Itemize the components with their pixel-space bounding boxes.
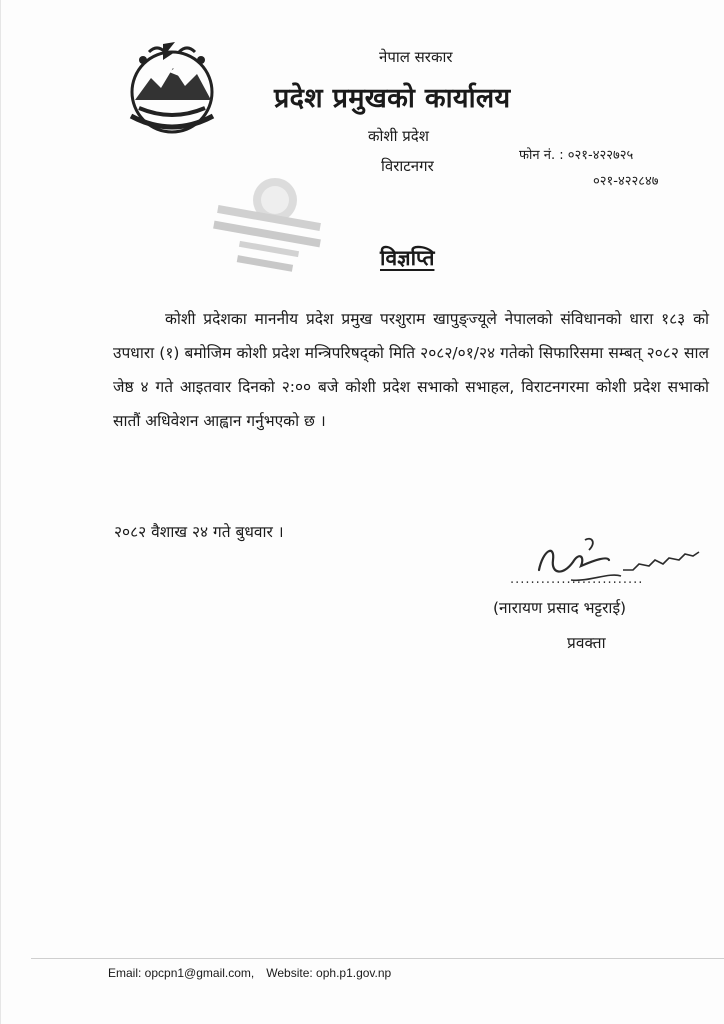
footer-email: Email: opcpn1@gmail.com,: [108, 966, 255, 980]
footer-website: Website: oph.p1.gov.np: [266, 966, 392, 980]
phone-number-secondary: ०२१-४२२८४७: [593, 174, 659, 189]
footer-divider: [31, 958, 724, 959]
signatory-role: प्रवक्ता: [567, 634, 606, 652]
government-name: नेपाल सरकार: [379, 48, 453, 66]
notice-body: कोशी प्रदेशका माननीय प्रदेश प्रमुख परशुराम खापुङ्ज्यूले नेपालको संविधानको धारा १८३ को उपधारा (१) बमोजिम कोशी प्रदेश मन्त्रिपरिषद्‌को मिति २०८२/०१/२४ गतेको सिफारिसमा सम्बत् २०८२ साल जेष्ठ ४ गते आइतवार दिनको २:०० बजे कोशी प्रदेश सभाको सभाहल, विराटनगरमा कोशी प्रदेश सभाको सातौं अधिवेशन आह्वान गर्नुभएको छ ।: [113, 310, 709, 430]
office-title: प्रदेश प्रमुखको कार्यालय: [274, 83, 511, 114]
nepal-emblem-icon: [113, 38, 231, 138]
city-name: विराटनगर: [381, 157, 434, 175]
phone-number-primary: फोन नं. : ०२१-४२२७२५: [519, 148, 634, 163]
footer-contact: [108, 966, 391, 980]
notice-title: विज्ञप्ति: [380, 246, 435, 270]
province-name: कोशी प्रदेश: [368, 127, 429, 145]
signatory-name: (नारायण प्रसाद भट्टराई): [493, 599, 627, 617]
signature-line: ..........................: [510, 572, 644, 587]
office-stamp-icon: [209, 172, 327, 282]
issue-date: २०८२ वैशाख २४ गते बुधवार ।: [114, 523, 284, 541]
